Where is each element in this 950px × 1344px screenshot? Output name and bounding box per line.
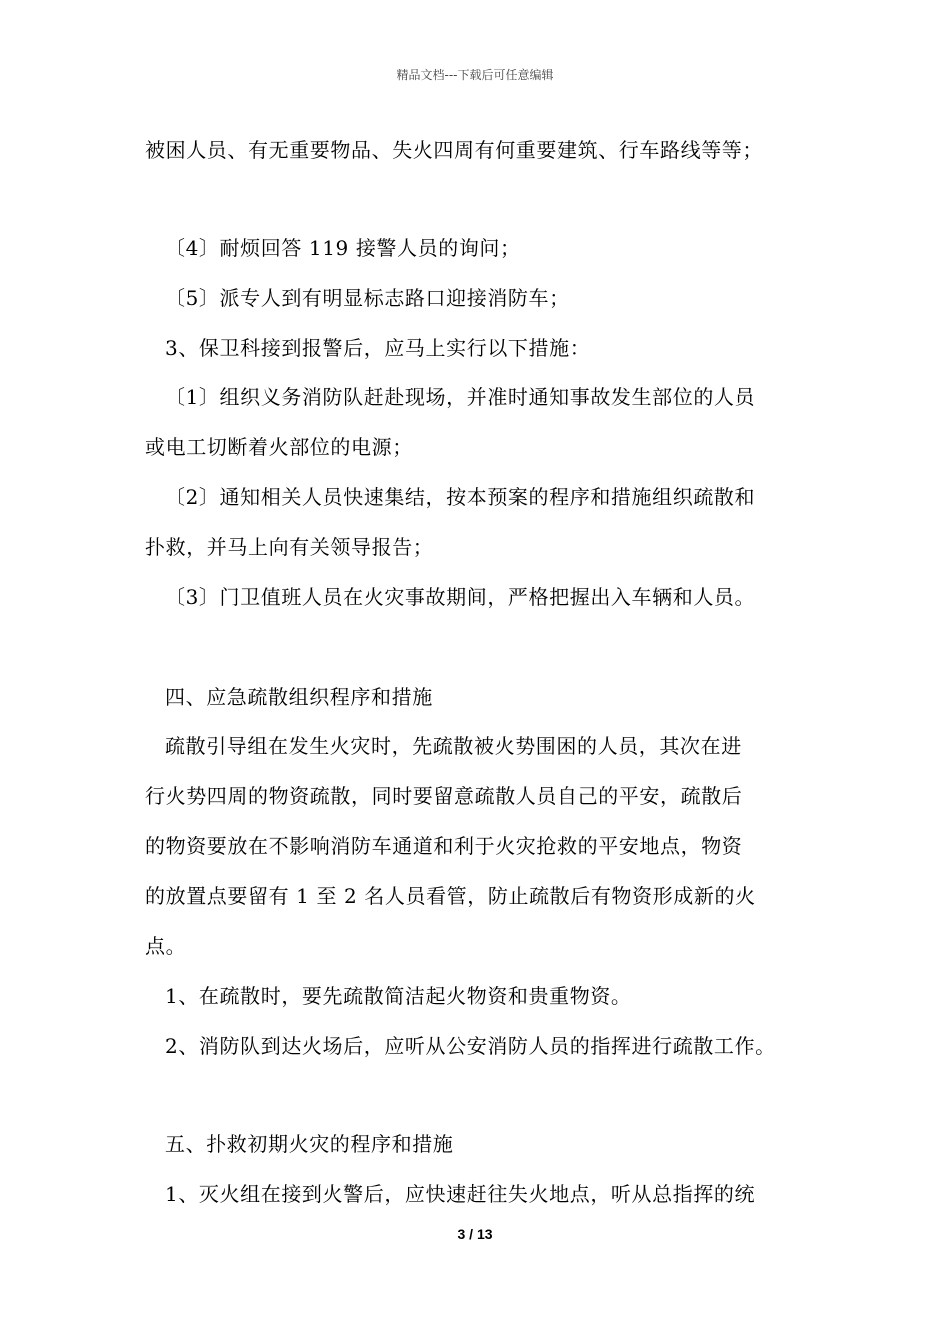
section-heading: 五、扑救初期火灾的程序和措施 xyxy=(165,1132,454,1156)
text-line: 的放置点要留有 1 至 2 名人员看管，防止疏散后有物资形成新的火 xyxy=(145,884,756,908)
text-line: 〔3〕门卫值班人员在火灾事故期间，严格把握出入车辆和人员。 xyxy=(165,585,756,609)
text-line: 被困人员、有无重要物品、失火四周有何重要建筑、行车路线等等； xyxy=(145,138,763,162)
section-heading: 四、应急疏散组织程序和措施 xyxy=(165,685,433,709)
text-line: 〔2〕通知相关人员快速集结，按本预案的程序和措施组织疏散和 xyxy=(165,485,756,509)
text-line: 疏散引导组在发生火灾时，先疏散被火势围困的人员，其次在进 xyxy=(165,734,742,758)
text-line: 〔1〕组织义务消防队赶赴现场，并准时通知事故发生部位的人员 xyxy=(165,385,756,409)
page-number: 3 / 13 xyxy=(457,1226,493,1242)
text-line: 3、保卫科接到报警后，应马上实行以下措施： xyxy=(165,336,591,360)
text-line: 行火势四周的物资疏散，同时要留意疏散人员自己的平安，疏散后 xyxy=(145,784,743,808)
text-line: 点。 xyxy=(145,934,187,958)
text-line: 或电工切断着火部位的电源； xyxy=(145,435,413,459)
text-line: 扑救，并马上向有关领导报告； xyxy=(145,535,434,559)
text-line: 的物资要放在不影响消防车通道和利于火灾抢救的平安地点，物资 xyxy=(145,834,743,858)
text-line: 1、灭火组在接到火警后，应快速赶往失火地点，听从总指挥的统 xyxy=(165,1182,756,1206)
text-line: 〔4〕耐烦回答 119 接警人员的询问； xyxy=(165,236,521,260)
page-header: 精品文档---下载后可任意编辑 xyxy=(396,68,554,82)
text-line: 〔5〕派专人到有明显标志路口迎接消防车； xyxy=(165,286,570,310)
text-line: 2、消防队到达火场后，应听从公安消防人员的指挥进行疏散工作。 xyxy=(165,1034,776,1058)
text-line: 1、在疏散时，要先疏散简洁起火物资和贵重物资。 xyxy=(165,984,632,1008)
